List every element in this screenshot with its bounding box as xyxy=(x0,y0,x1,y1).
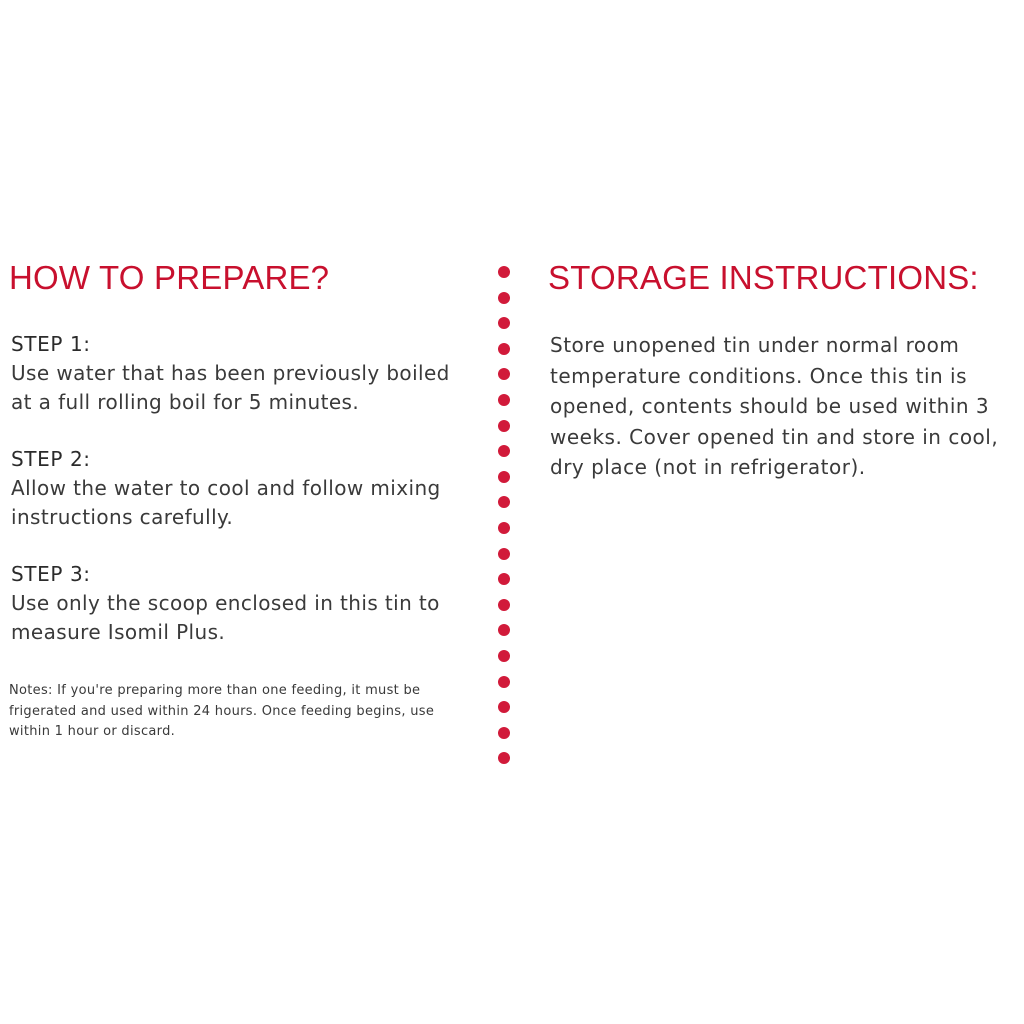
divider-dot xyxy=(498,573,510,585)
step-2 xyxy=(11,445,441,532)
notes-line: Notes: If you're preparing more than one feeding, it must be xyxy=(9,683,421,698)
step-title: STEP 3: xyxy=(11,562,91,586)
step-line: at a full rolling boil for 5 minutes. xyxy=(11,390,360,414)
prepare-heading: HOW TO PREPARE? xyxy=(9,259,330,296)
step-text xyxy=(11,589,440,647)
divider-dot xyxy=(498,624,510,636)
divider-dot xyxy=(498,727,510,739)
notes-line: frigerated and used within 24 hours. Once feeding begins, use xyxy=(9,703,435,719)
divider-dot xyxy=(498,496,510,508)
notes-line: within 1 hour or discard. xyxy=(9,724,176,739)
step-title: STEP 1: xyxy=(11,332,91,356)
storage-text xyxy=(550,330,998,483)
divider-dot xyxy=(498,445,510,457)
step-line: Allow the water to cool and follow mixing xyxy=(11,476,441,500)
storage-line: opened, contents should be used within 3 xyxy=(550,394,990,418)
dotted-divider xyxy=(498,266,510,786)
storage-line: temperature conditions. Once this tin is xyxy=(550,363,968,388)
divider-dot xyxy=(498,317,510,329)
step-line: Use only the scoop enclosed in this tin to xyxy=(11,591,440,615)
divider-dot xyxy=(498,548,510,560)
step-line: measure Isomil Plus. xyxy=(11,620,226,644)
storage-line: Store unopened tin under normal room xyxy=(550,333,960,357)
step-line: Use water that has been previously boiled xyxy=(11,361,450,385)
divider-dot xyxy=(498,752,510,764)
divider-dot xyxy=(498,471,510,483)
divider-dot xyxy=(498,292,510,304)
storage-heading: STORAGE INSTRUCTIONS: xyxy=(548,259,979,296)
divider-dot xyxy=(498,343,510,355)
divider-dot xyxy=(498,599,510,611)
notes xyxy=(9,681,434,743)
step-1 xyxy=(11,330,450,417)
step-line: instructions carefully. xyxy=(11,505,234,529)
divider-dot xyxy=(498,676,510,688)
storage-line: weeks. Cover opened tin and store in cool, xyxy=(550,424,999,449)
divider-dot xyxy=(498,368,510,380)
divider-dot xyxy=(498,650,510,662)
divider-dot xyxy=(498,522,510,534)
step-text xyxy=(11,359,450,417)
divider-dot xyxy=(498,701,510,713)
step-text xyxy=(11,474,441,532)
divider-dot xyxy=(498,420,510,432)
storage-section xyxy=(548,258,1024,479)
storage-line: dry place (not in refrigerator). xyxy=(550,455,866,479)
step-title: STEP 2: xyxy=(11,447,91,471)
divider-dot xyxy=(498,266,510,278)
step-3 xyxy=(11,560,440,647)
prepare-section xyxy=(9,258,489,739)
divider-dot xyxy=(498,394,510,406)
